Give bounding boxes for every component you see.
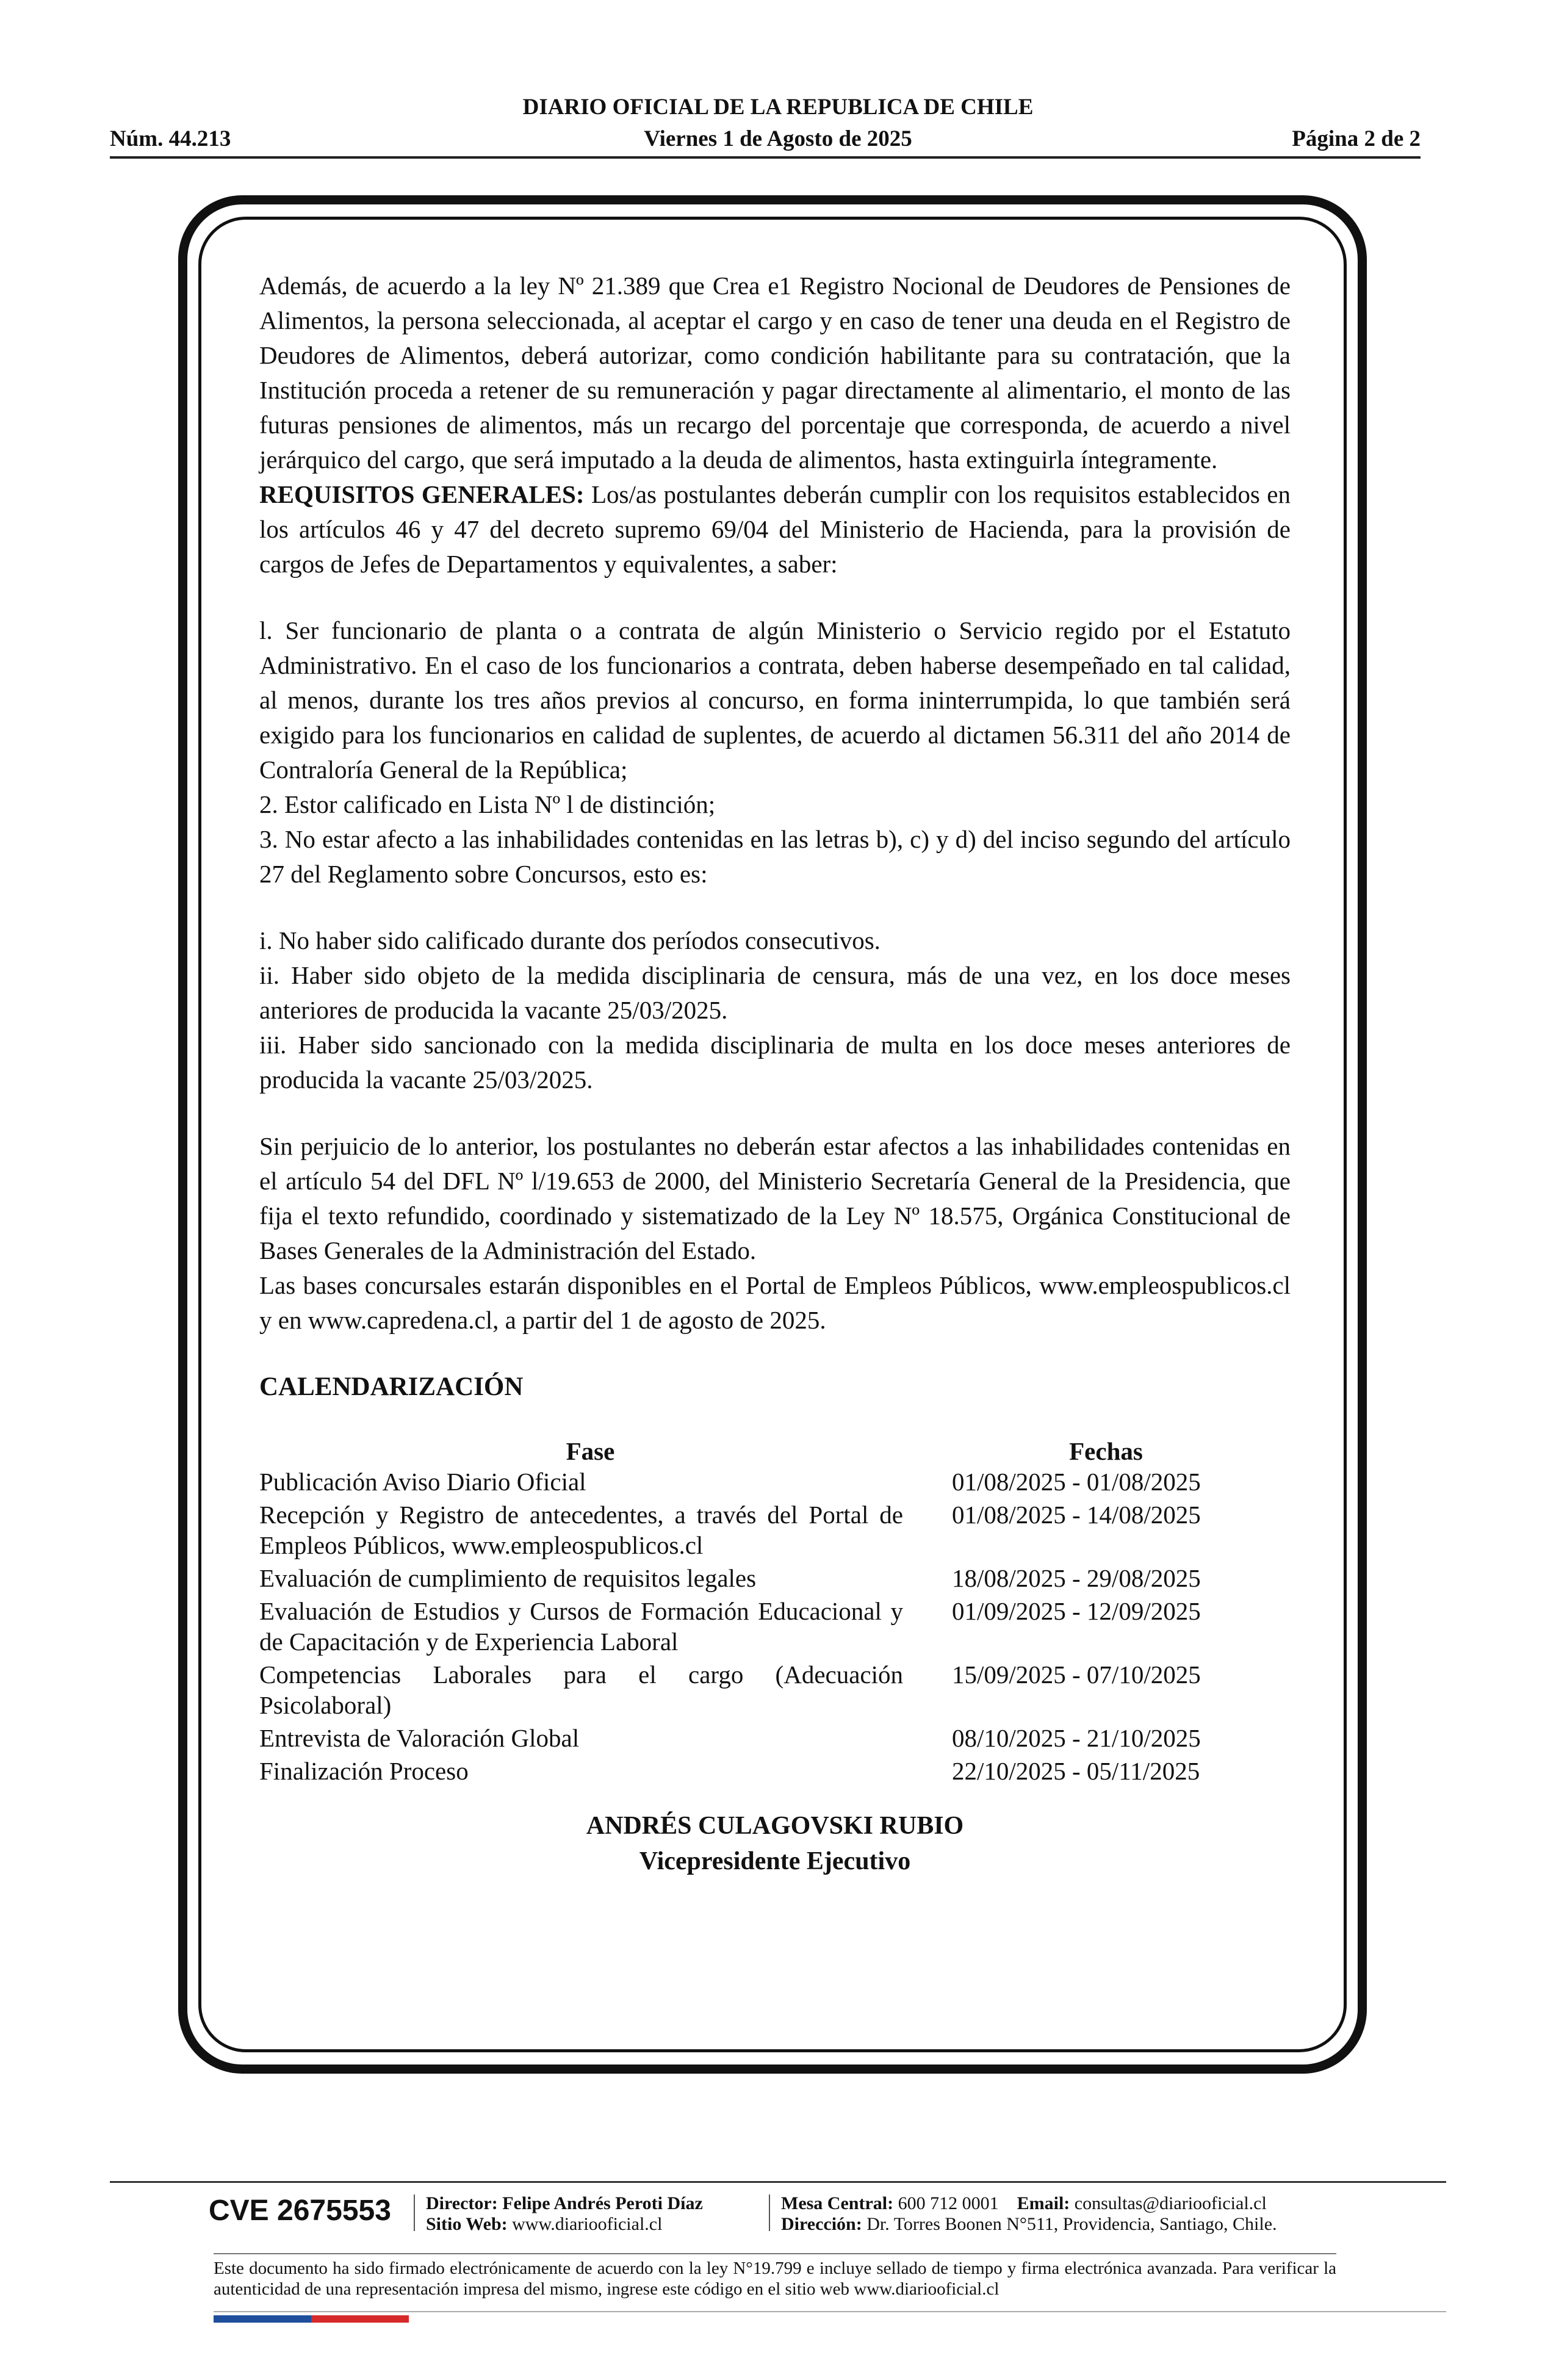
calendar-fase: Evaluación de cumplimiento de requisitos legales	[259, 1564, 757, 1592]
table-row	[259, 1499, 1291, 1563]
calendar-header-fase: Fase	[566, 1437, 615, 1465]
signature-block	[259, 1808, 1291, 1879]
subitem-1: i. No haber sido calificado durante dos períodos consecutivos.	[259, 926, 881, 954]
subitem-3: iii. Haber sido sancionado con la medida disciplinaria de multa en los doce meses anteriores de producida la vacante 25/03/2025.	[259, 1031, 1291, 1094]
address-label: Dirección:	[781, 2214, 862, 2234]
flag-stripe-red	[311, 2315, 409, 2323]
requirement-item-2: 2. Estor calificado en Lista Nº l de distinción;	[259, 790, 716, 818]
calendar-fechas: 22/10/2025 - 05/11/2025	[952, 1757, 1200, 1785]
footer-bottom-divider	[214, 2311, 1446, 2312]
table-row	[259, 1466, 1291, 1499]
footer-contact-block	[781, 2193, 1277, 2235]
calendar-title: CALENDARIZACIÓN	[259, 1372, 524, 1401]
calendar-fase: Finalización Proceso	[259, 1757, 469, 1785]
header-divider	[110, 156, 1421, 159]
email-label: Email:	[1017, 2193, 1070, 2213]
cve-code: CVE 2675553	[209, 2194, 391, 2227]
calendar-fase: Competencias Laborales para el cargo (Adecuación Psicolaboral)	[259, 1661, 903, 1719]
table-row	[259, 1563, 1291, 1596]
paragraph-inhabilidades: Sin perjuicio de lo anterior, los postulantes no deberán estar afectos a las inhabilidades contenidas en el artículo 54 del DFL Nº l/19.653 de 2000, del Ministerio Secretaría General de la Presidencia, que fija el texto refundido, coordinado y sistematizado de la Ley Nº 18.575, Orgánica Constitucional de Bases Generales de la Administración del Estado.	[259, 1132, 1291, 1264]
paragraph-bases: Las bases concursales estarán disponibles en el Portal de Empleos Públicos, www.empleospublicos.cl y en www.capredena.cl, a partir del 1 de agosto de 2025.	[259, 1271, 1291, 1334]
requisitos-text: Los/as postulantes deberán cumplir con los requisitos establecidos en los artículos 46 y 47 del decreto supremo 69/04 del Ministerio de Hacienda, para la provisión de cargos de Jefes de Departamentos y equivalentes, a saber:	[259, 480, 1291, 578]
table-row	[259, 1596, 1291, 1659]
footer-separator	[769, 2194, 770, 2231]
calendar-fase: Evaluación de Estudios y Cursos de Formación Educacional y de Capacitación y de Experiencia Laboral	[259, 1597, 903, 1656]
calendar-fechas: 18/08/2025 - 29/08/2025	[952, 1564, 1201, 1592]
footer-separator	[414, 2194, 415, 2231]
footer-note-divider	[214, 2253, 1336, 2254]
subitem-2: ii. Haber sido objeto de la medida disciplinaria de censura, más de una vez, en los doce meses anteriores de producida la vacante 25/03/2025.	[259, 961, 1291, 1024]
issue-number: Núm. 44.213	[110, 126, 231, 151]
calendar-fase: Publicación Aviso Diario Oficial	[259, 1468, 586, 1496]
footer-director-block	[426, 2193, 703, 2235]
calendar-header-fechas: Fechas	[1069, 1437, 1143, 1465]
address-text: Dr. Torres Boonen N°511, Providencia, Santiago, Chile.	[866, 2214, 1277, 2234]
mesa-label: Mesa Central:	[781, 2193, 894, 2213]
calendar-table	[259, 1436, 1291, 1789]
notice-body	[259, 269, 1291, 1879]
calendar-fase: Recepción y Registro de antecedentes, a través del Portal de Empleos Públicos, www.empleospublicos.cl	[259, 1501, 903, 1559]
site-label: Sitio Web:	[426, 2214, 508, 2234]
paragraph-alimentos: Además, de acuerdo a la ley Nº 21.389 que Crea e1 Registro Nocional de Deudores de Pensiones de Alimentos, la persona seleccionada, al aceptar el cargo y en caso de tener una deuda en el Registro de Deudores de Alimentos, deberá autorizar, como condición habilitante para su contratación, que la Institución proceda a retener de su remuneración y pagar directamente al alimentario, el monto de las futuras pensiones de alimentos, más un recargo del porcentaje que corresponda, de acuerdo a nivel jerárquico del cargo, que será imputado a la deuda de alimentos, hasta extinguirla íntegramente.	[259, 272, 1291, 474]
table-row	[259, 1723, 1291, 1756]
site-link[interactable]: www.diariooficial.cl	[512, 2214, 663, 2234]
mesa-phone: 600 712 0001	[898, 2193, 999, 2213]
table-row	[259, 1756, 1291, 1789]
signatory-name: ANDRÉS CULAGOVSKI RUBIO	[586, 1812, 964, 1840]
publication-title: DIARIO OFICIAL DE LA REPUBLICA DE CHILE	[522, 95, 1034, 120]
calendar-fase: Entrevista de Valoración Global	[259, 1724, 580, 1752]
calendar-fechas: 01/08/2025 - 01/08/2025	[952, 1468, 1201, 1496]
email-link[interactable]: consultas@diariooficial.cl	[1074, 2193, 1267, 2213]
page-number: Página 2 de 2	[1292, 126, 1421, 151]
requisitos-label: REQUISITOS GENERALES:	[259, 480, 585, 508]
flag-stripe-blue	[214, 2315, 311, 2323]
electronic-signature-note: Este documento ha sido firmado electrónicamente de acuerdo con la ley N°19.799 e incluye sellado de tiempo y firma electrónica avanzada. Para verificar la autenticidad de una representación impresa del mismo, ingrese este código en el sitio web www.diariooficial.cl	[214, 2259, 1336, 2299]
calendar-fechas: 08/10/2025 - 21/10/2025	[952, 1724, 1201, 1752]
footer-divider	[110, 2181, 1446, 2183]
calendar-fechas: 15/09/2025 - 07/10/2025	[952, 1661, 1201, 1689]
director-label: Director:	[426, 2193, 498, 2213]
requirement-item-1: l. Ser funcionario de planta o a contrata de algún Ministerio o Servicio regido por el Estatuto Administrativo. En el caso de los funcionarios a contrata, deben haberse desempeñado en tal calidad, al menos, durante los tres años previos al concurso, en forma ininterrumpida, lo que también será exigido para los funcionarios en calidad de suplentes, de acuerdo al dictamen 56.311 del año 2014 de Contraloría General de la República;	[259, 616, 1291, 784]
paragraph-requisitos	[259, 477, 1291, 582]
calendar-fechas: 01/09/2025 - 12/09/2025	[952, 1597, 1201, 1625]
director-name: Felipe Andrés Peroti Díaz	[502, 2193, 703, 2213]
table-row	[259, 1659, 1291, 1723]
calendar-fechas: 01/08/2025 - 14/08/2025	[952, 1501, 1201, 1529]
publication-date: Viernes 1 de Agosto de 2025	[644, 126, 912, 151]
signatory-title: Vicepresidente Ejecutivo	[639, 1847, 911, 1875]
requirement-item-3: 3. No estar afecto a las inhabilidades contenidas en las letras b), c) y d) del inciso segundo del artículo 27 del Reglamento sobre Concursos, esto es:	[259, 825, 1291, 888]
